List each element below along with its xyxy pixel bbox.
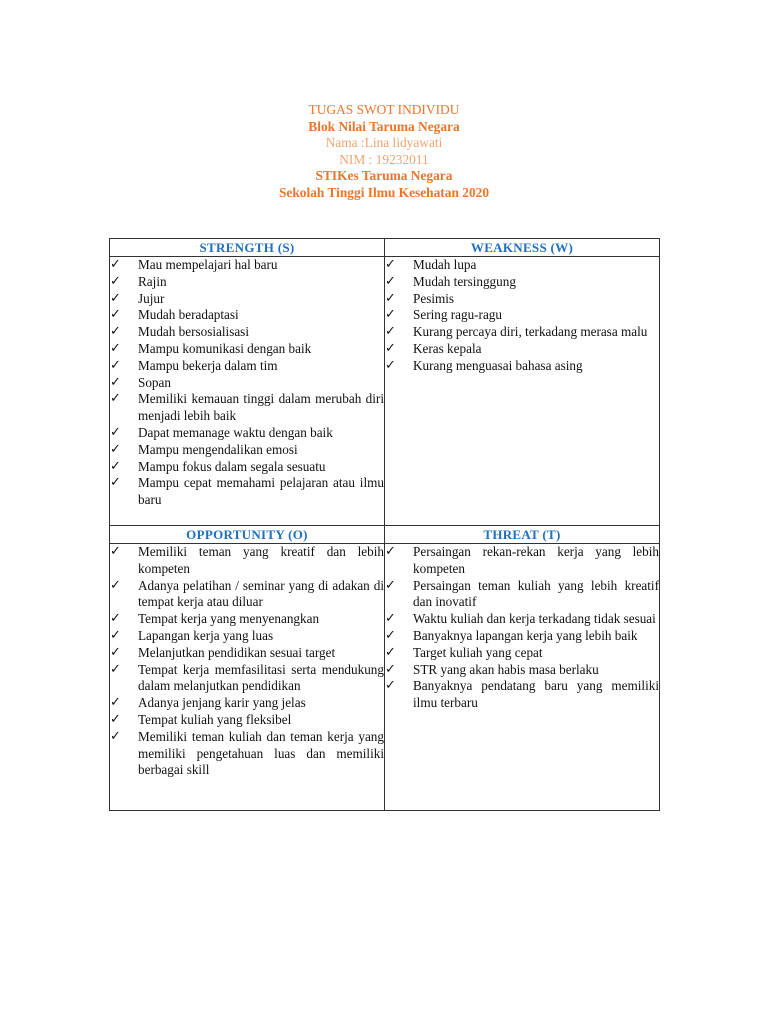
- list-item-text: Banyaknya lapangan kerja yang lebih baik: [413, 627, 638, 643]
- list-item-text: Sopan: [138, 374, 171, 390]
- strength-cell: [110, 257, 385, 526]
- list-item-text: Banyaknya pendatang baru yang memiliki ilmu terbaru: [413, 678, 659, 711]
- checkmark-icon: ✓: [110, 611, 121, 627]
- student-name: Nama :Lina lidyawati: [325, 135, 443, 151]
- threat-cell: [385, 544, 660, 811]
- list-item: [110, 375, 384, 392]
- swot-table: [109, 238, 660, 811]
- list-item: [385, 578, 659, 612]
- strength-heading: STRENGTH (S): [110, 239, 385, 257]
- list-item-text: Waktu kuliah dan kerja terkadang tidak sesuai: [413, 611, 656, 627]
- block-name: Blok Nilai Taruma Negara: [308, 118, 460, 134]
- list-item-text: Persaingan teman kuliah yang lebih kreatif dan inovatif: [413, 577, 659, 610]
- list-item: [110, 341, 384, 358]
- threat-list: [385, 544, 659, 712]
- list-item: [110, 391, 384, 425]
- list-item-text: Lapangan kerja yang luas: [138, 627, 274, 643]
- checkmark-icon: ✓: [385, 307, 396, 323]
- list-item: [385, 324, 659, 341]
- checkmark-icon: ✓: [385, 290, 396, 306]
- document-title: TUGAS SWOT INDIVIDU: [308, 102, 460, 117]
- checkmark-icon: ✓: [110, 711, 121, 727]
- list-item-text: Adanya jenjang karir yang jelas: [138, 695, 306, 711]
- list-item-text: Kurang menguasai bahasa asing: [413, 357, 583, 373]
- checkmark-icon: ✓: [385, 627, 396, 643]
- list-item-text: Tempat kerja memfasilitasi serta mendukung dalam melanjutkan pendidikan: [138, 661, 384, 694]
- list-item-text: Jujur: [138, 290, 165, 306]
- list-item: [110, 729, 384, 779]
- list-item: [385, 358, 659, 375]
- checkmark-icon: ✓: [385, 544, 396, 559]
- checkmark-icon: ✓: [385, 273, 396, 289]
- list-item-text: STR yang akan habis masa berlaku: [413, 661, 599, 677]
- checkmark-icon: ✓: [385, 324, 396, 340]
- list-item-text: Mudah bersosialisasi: [138, 324, 249, 340]
- opportunity-list: [110, 544, 384, 779]
- list-item: [385, 628, 659, 645]
- list-item: [110, 645, 384, 662]
- list-item: [110, 307, 384, 324]
- checkmark-icon: ✓: [385, 577, 396, 593]
- checkmark-icon: ✓: [110, 340, 121, 356]
- list-item: [110, 695, 384, 712]
- list-item-text: Sering ragu-ragu: [413, 307, 502, 323]
- list-item: [385, 678, 659, 712]
- list-item: [110, 662, 384, 696]
- weakness-heading: WEAKNESS (W): [385, 239, 660, 257]
- list-item: [385, 544, 659, 578]
- list-item: [110, 459, 384, 476]
- list-item-text: Mau mempelajari hal baru: [138, 257, 278, 272]
- list-item-text: Mampu cepat memahami pelajaran atau ilmu baru: [138, 475, 384, 508]
- list-item: [110, 544, 384, 578]
- checkmark-icon: ✓: [110, 357, 121, 373]
- checkmark-icon: ✓: [110, 728, 121, 744]
- checkmark-icon: ✓: [110, 441, 121, 457]
- checkmark-icon: ✓: [385, 644, 396, 660]
- list-item-text: Keras kepala: [413, 340, 482, 356]
- checkmark-icon: ✓: [110, 374, 121, 390]
- checkmark-icon: ✓: [110, 661, 121, 677]
- weakness-list: [385, 257, 659, 375]
- list-item: [110, 578, 384, 612]
- list-item-text: Mampu bekerja dalam tim: [138, 357, 278, 373]
- checkmark-icon: ✓: [385, 357, 396, 373]
- checkmark-icon: ✓: [385, 661, 396, 677]
- list-item-text: Tempat kuliah yang fleksibel: [138, 711, 292, 727]
- list-item-text: Mampu mengendalikan emosi: [138, 441, 298, 457]
- list-item: [110, 712, 384, 729]
- list-item-text: Dapat memanage waktu dengan baik: [138, 424, 333, 440]
- checkmark-icon: ✓: [385, 678, 396, 694]
- list-item: [110, 257, 384, 274]
- checkmark-icon: ✓: [110, 544, 121, 559]
- list-item: [110, 358, 384, 375]
- checkmark-icon: ✓: [110, 577, 121, 593]
- checkmark-icon: ✓: [385, 340, 396, 356]
- list-item-text: Persaingan rekan-rekan kerja yang lebih kompeten: [413, 544, 659, 576]
- list-item: [385, 645, 659, 662]
- list-item-text: Memiliki teman yang kreatif dan lebih kompeten: [138, 544, 384, 576]
- checkmark-icon: ✓: [385, 257, 396, 272]
- list-item: [110, 425, 384, 442]
- list-item: [110, 291, 384, 308]
- checkmark-icon: ✓: [110, 290, 121, 306]
- checkmark-icon: ✓: [110, 424, 121, 440]
- list-item: [385, 341, 659, 358]
- list-item-text: Adanya pelatihan / seminar yang di adakan di tempat kerja atau diluar: [138, 577, 384, 610]
- list-item: [110, 611, 384, 628]
- list-item: [385, 611, 659, 628]
- list-item-text: Mudah lupa: [413, 257, 477, 272]
- list-item: [385, 257, 659, 274]
- student-nim: NIM : 19232011: [339, 151, 429, 167]
- checkmark-icon: ✓: [110, 458, 121, 474]
- list-item-text: Target kuliah yang cepat: [413, 644, 543, 660]
- checkmark-icon: ✓: [110, 475, 121, 491]
- checkmark-icon: ✓: [110, 644, 121, 660]
- list-item-text: Melanjutkan pendidikan sesuai target: [138, 644, 336, 660]
- list-item-text: Tempat kerja yang menyenangkan: [138, 611, 320, 627]
- list-item: [385, 291, 659, 308]
- list-item-text: Kurang percaya diri, terkadang merasa malu: [413, 324, 648, 340]
- checkmark-icon: ✓: [110, 695, 121, 711]
- list-item-text: Memiliki kemauan tinggi dalam merubah diri menjadi lebih baik: [138, 391, 384, 424]
- list-item: [110, 274, 384, 291]
- list-item-text: Memiliki teman kuliah dan teman kerja yang memiliki pengetahuan luas dan memiliki berbagai skill: [138, 728, 384, 778]
- checkmark-icon: ✓: [110, 627, 121, 643]
- threat-heading: THREAT (T): [385, 526, 660, 544]
- school-full-name: Sekolah Tinggi Ilmu Kesehatan 2020: [278, 184, 490, 200]
- list-item: [110, 628, 384, 645]
- school-name: STIKes Taruma Negara: [315, 168, 453, 184]
- checkmark-icon: ✓: [385, 611, 396, 627]
- list-item-text: Mudah tersinggung: [413, 273, 516, 289]
- checkmark-icon: ✓: [110, 257, 121, 272]
- list-item: [110, 442, 384, 459]
- checkmark-icon: ✓: [110, 324, 121, 340]
- list-item-text: Pesimis: [413, 290, 455, 306]
- list-item-text: Mampu fokus dalam segala sesuatu: [138, 458, 326, 474]
- checkmark-icon: ✓: [110, 273, 121, 289]
- list-item-text: Mampu komunikasi dengan baik: [138, 340, 312, 356]
- list-item: [385, 307, 659, 324]
- strength-list: [110, 257, 384, 509]
- document-header: [0, 102, 768, 202]
- opportunity-cell: [110, 544, 385, 811]
- opportunity-heading: OPPORTUNITY (O): [110, 526, 385, 544]
- list-item: [110, 475, 384, 509]
- list-item: [110, 324, 384, 341]
- weakness-cell: [385, 257, 660, 526]
- list-item: [385, 662, 659, 679]
- checkmark-icon: ✓: [110, 391, 121, 407]
- checkmark-icon: ✓: [110, 307, 121, 323]
- list-item: [385, 274, 659, 291]
- list-item-text: Rajin: [138, 273, 167, 289]
- list-item-text: Mudah beradaptasi: [138, 307, 239, 323]
